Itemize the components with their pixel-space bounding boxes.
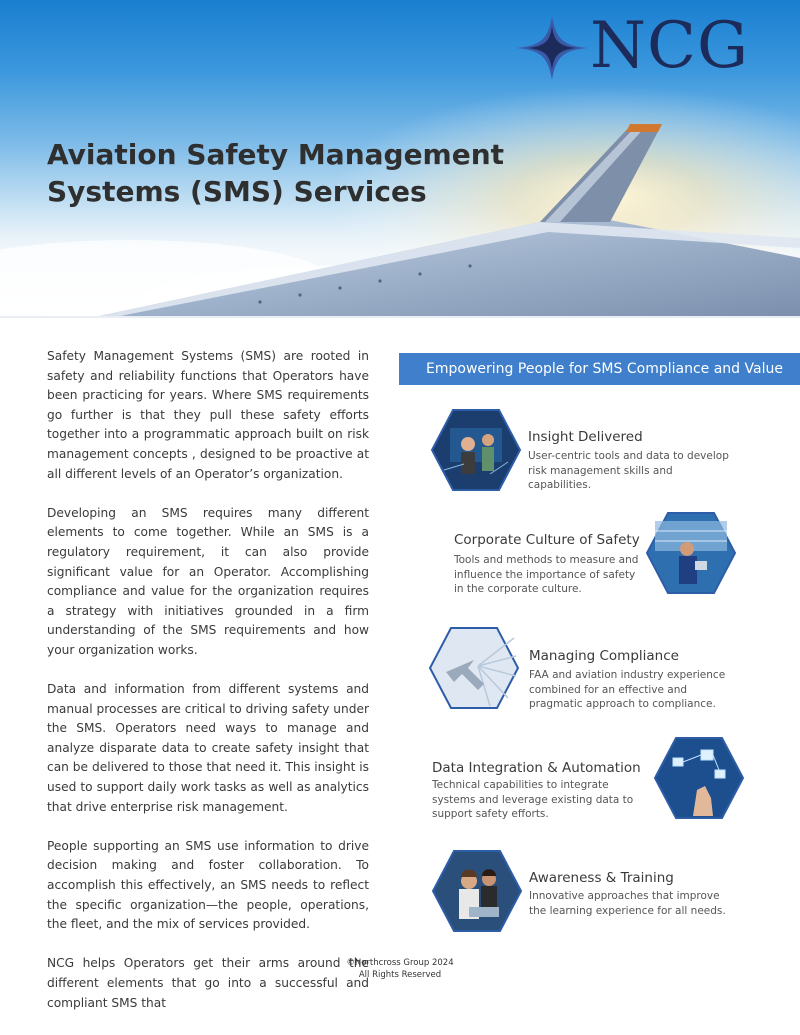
hangar-worker-photo-icon [645,511,737,595]
network-hand-photo-icon [653,736,745,820]
title-line-2: Systems (SMS) Services [47,175,427,208]
feature-desc: Innovative approaches that improve the learning experience for all needs. [529,890,726,917]
rights-line: All Rights Reserved [358,969,442,980]
feature-desc: Tools and methods to measure and influence the importance of safety in the corporate culture. [454,554,639,595]
title-line-1: Aviation Safety Management [47,138,505,171]
paragraph-people: People supporting an SMS use information to drive decision making and foster collaboration. To accomplish this effectively, an SMS needs to reflect the specific organization—the people, operations, the fleet, and the mix of services provided. [47,838,369,932]
footer [0,958,800,981]
copyright-line: ©Northcross Group 2024 [346,958,454,968]
paragraph-ncg: NCG helps Operators get their arms around the different elements that go into a successful and compliant SMS that [47,956,369,1010]
training-people-photo-icon [431,849,523,933]
feature-desc: FAA and aviation industry experience combined for an effective and pragmatic approach to compliance. [529,669,726,710]
brand-logo-text: NCG [590,9,750,83]
body-text-column [47,347,369,1033]
feature-desc: User-centric tools and data to develop risk management skills and capabilities. [528,450,729,491]
paragraph-data: Data and information from different systems and manual processes are critical to driving safety under the SMS. Operators need ways to manage and analyze disparate data to create safety insight that can be delivered to those that need it. This insight is used to support daily work tasks as well as analytics that drive enterprise risk management. [47,682,369,814]
feature-title: Awareness & Training [529,870,674,886]
paragraph-intro: Safety Management Systems (SMS) are rooted in safety and reliability functions that Operators have been practicing for years. Where SMS requirements go further is that they pull these safety efforts together into a programmatic approach built on risk management concepts , designed to be proactive at all different levels of an Operator’s organization. [47,349,369,481]
feature-title: Data Integration & Automation [432,760,641,776]
paragraph-developing: Developing an SMS requires many different elements to come together. While an SMS is a regulatory requirement, it can also provide significant value for an Operator. Accomplishing compliance and value for the organization requires a strategy with initiatives grounded in a firm understanding of the SMS requirements and how your organization works. [47,505,369,657]
feature-title: Managing Compliance [529,648,679,664]
arrow-cursor-photo-icon [428,626,520,710]
feature-desc: Technical capabilities to integrate systems and leverage existing data to support safety efforts. [432,779,634,820]
section-banner: Empowering People for SMS Compliance and Value [399,353,800,385]
feature-title: Insight Delivered [528,429,643,445]
page-title [47,136,507,210]
hero-banner [0,0,800,318]
feature-title: Corporate Culture of Safety [454,532,640,548]
team-analytics-photo-icon [430,408,522,492]
